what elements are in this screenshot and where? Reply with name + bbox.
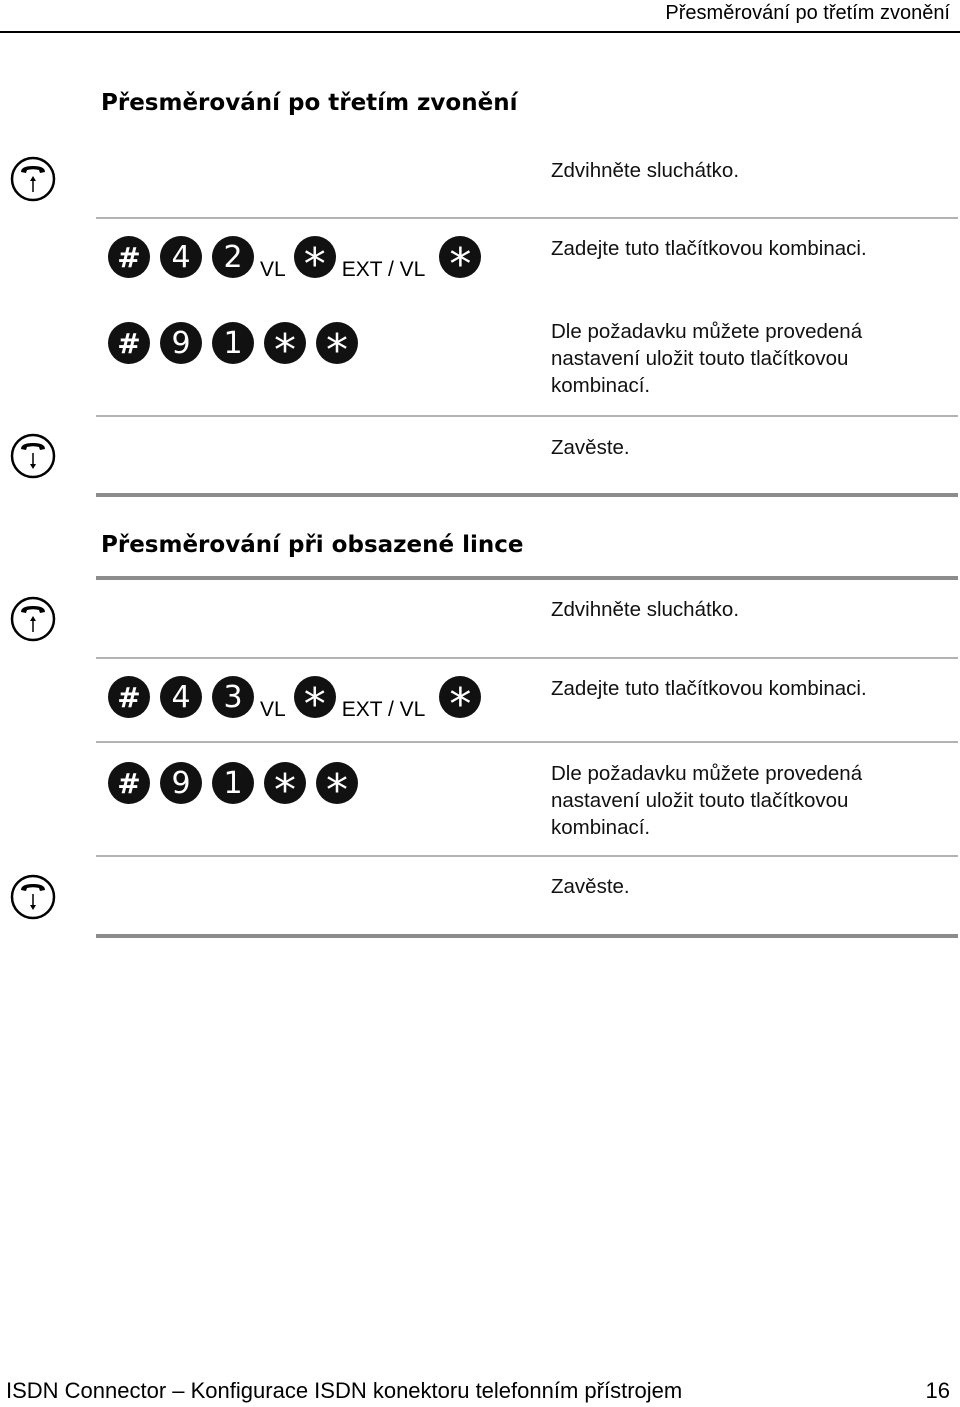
key-digit-icon: 9 [160, 322, 202, 364]
step-text: Zdvihněte sluchátko. [551, 598, 740, 621]
step-divider [96, 855, 958, 857]
step-text [551, 760, 862, 841]
footer-title: ISDN Connector – Konfigurace ISDN konektoru telefonním přístrojem [6, 1378, 683, 1403]
handset-lift-icon [10, 156, 56, 202]
key-sequence [108, 676, 491, 730]
key-hash-icon: # [108, 322, 150, 364]
section-divider [96, 934, 958, 938]
key-star-icon: * [294, 236, 336, 278]
handset-hangup-icon [10, 874, 56, 920]
key-digit-icon: 2 [212, 236, 254, 278]
key-star-icon: * [316, 762, 358, 804]
header-divider [0, 31, 960, 33]
key-label: EXT / VL [341, 698, 426, 721]
key-digit-icon: 4 [160, 236, 202, 278]
handset-hangup-icon [10, 433, 56, 479]
page-number: 16 [925, 1378, 950, 1403]
section-divider [96, 576, 958, 580]
section-title-third-ring: Přesměrování po třetím zvonění [101, 90, 518, 116]
key-star-icon: * [294, 676, 336, 718]
step-text-line: nastavení uložit touto tlačítkovou [551, 347, 849, 370]
step-divider [96, 415, 958, 417]
key-star-icon: * [264, 762, 306, 804]
key-sequence [108, 236, 491, 290]
step-text: Zdvihněte sluchátko. [551, 159, 740, 182]
step-divider [96, 657, 958, 659]
key-star-icon: * [264, 322, 306, 364]
key-digit-icon: 9 [160, 762, 202, 804]
step-text-line: kombinací. [551, 816, 651, 839]
key-label: VL [260, 698, 286, 721]
key-label: VL [260, 258, 286, 281]
key-label: EXT / VL [341, 258, 426, 281]
key-hash-icon: # [108, 236, 150, 278]
step-divider [96, 741, 958, 743]
step-text: Zadejte tuto tlačítkovou kombinaci. [551, 677, 867, 700]
step-text-line: Dle požadavku můžete provedená [551, 320, 863, 343]
key-hash-icon: # [108, 676, 150, 718]
key-digit-icon: 4 [160, 676, 202, 718]
key-sequence [108, 322, 368, 376]
step-text: Zadejte tuto tlačítkovou kombinaci. [551, 237, 867, 260]
key-hash-icon: # [108, 762, 150, 804]
step-text-line: Dle požadavku můžete provedená [551, 762, 863, 785]
key-sequence [108, 762, 368, 816]
key-digit-icon: 3 [212, 676, 254, 718]
section-divider [96, 493, 958, 497]
key-star-icon: * [316, 322, 358, 364]
step-text: Zavěste. [551, 436, 630, 459]
handset-lift-icon [10, 596, 56, 642]
step-text [551, 318, 862, 399]
step-divider [96, 217, 958, 219]
running-header: Přesměrování po třetím zvonění [665, 2, 950, 24]
key-star-icon: * [439, 676, 481, 718]
step-text-line: kombinací. [551, 374, 651, 397]
key-digit-icon: 1 [212, 322, 254, 364]
step-text-line: nastavení uložit touto tlačítkovou [551, 789, 849, 812]
step-text: Zavěste. [551, 875, 630, 898]
section-title-busy-line: Přesměrování při obsazené lince [101, 532, 524, 558]
key-star-icon: * [439, 236, 481, 278]
key-digit-icon: 1 [212, 762, 254, 804]
